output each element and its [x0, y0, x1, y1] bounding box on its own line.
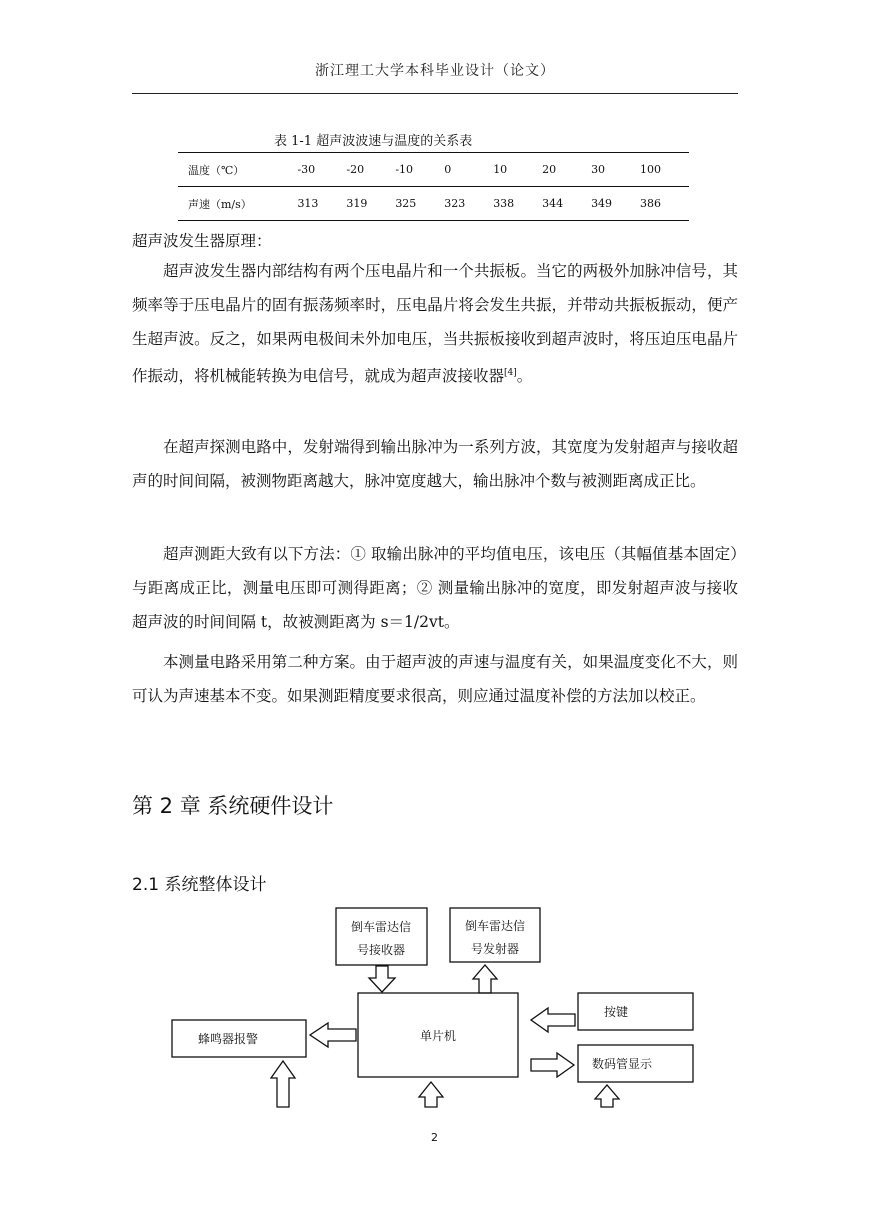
arrow-up-icon [595, 1085, 619, 1107]
mcu-label: 单片机 [419, 1029, 457, 1043]
row-label: 声速（m/s） [178, 187, 297, 221]
paragraph-end: 。 [516, 367, 533, 386]
display-block [578, 1045, 693, 1082]
page-number: 2 [431, 1131, 438, 1144]
key-label: 按键 [603, 1005, 629, 1019]
display-label: 数码管显示 [591, 1057, 653, 1071]
arrow-left-icon [531, 1008, 575, 1032]
row-label: 温度（℃） [178, 153, 297, 187]
transmitter-label-line1: 倒车雷达信 [464, 919, 526, 933]
arrow-up-icon [271, 1061, 295, 1107]
paragraph-scheme: 本测量电路采用第二种方案。由于超声波的声速与温度有关，如果温度变化不大，则可认为声速基本不变。如果测距精度要求很高，则应通过温度补偿的方法加以校正。 [132, 653, 738, 705]
table-cell: -20 [346, 153, 395, 187]
paragraph-detection: 在超声探测电路中，发射端得到输出脉冲为一系列方波，其宽度为发射超声与接收超声的时间间隔，被测物距离越大，脉冲宽度越大，输出脉冲个数与被测距离成正比。 [132, 438, 738, 490]
subheading-generator-principle: 超声波发生器原理： [132, 232, 272, 250]
buzzer-label: 蜂鸣器报警 [197, 1032, 259, 1046]
transmitter-label-line2: 号发射器 [470, 942, 520, 956]
arrow-up-icon [473, 965, 497, 993]
table-row-speed [178, 187, 689, 221]
table-caption: 表 1-1 超声波波速与温度的关系表 [274, 134, 473, 149]
page-header: 浙江理工大学本科毕业设计（论文） [315, 63, 555, 79]
citation-ref: [4] [504, 368, 517, 378]
table-cell: 10 [493, 153, 542, 187]
arrow-down-icon [369, 966, 395, 992]
table-cell: 325 [395, 187, 444, 221]
table-cell: -10 [395, 153, 444, 187]
table-cell: 349 [591, 187, 640, 221]
speed-temperature-table [178, 152, 689, 221]
table-cell: -30 [297, 153, 346, 187]
receiver-block [336, 908, 427, 965]
table-cell: 30 [591, 153, 640, 187]
table-cell: 100 [640, 153, 689, 187]
buzzer-block [172, 1020, 306, 1057]
arrow-up-icon [419, 1082, 443, 1107]
table-cell: 344 [542, 187, 591, 221]
receiver-label-line1: 倒车雷达信 [350, 920, 412, 934]
table-cell: 0 [444, 153, 493, 187]
transmitter-block [450, 908, 540, 962]
table-cell: 313 [297, 187, 346, 221]
table-cell: 338 [493, 187, 542, 221]
mcu-block [358, 993, 518, 1077]
receiver-label-line2: 号接收器 [356, 943, 406, 957]
table-cell: 20 [542, 153, 591, 187]
paragraph-generator [132, 254, 738, 393]
chapter-heading: 第 2 章 系统硬件设计 [132, 794, 334, 818]
table-cell: 323 [444, 187, 493, 221]
arrow-left-icon [310, 1023, 356, 1047]
table-cell: 319 [346, 187, 395, 221]
header-rule [132, 93, 738, 94]
section-heading: 2.1 系统整体设计 [132, 875, 267, 895]
key-block [578, 993, 693, 1030]
paragraph-text: 超声波发生器内部结构有两个压电晶片和一个共振板。当它的两极外加脉冲信号，其频率等于压电晶片的固有振荡频率时，压电晶片将会发生共振，并带动共振板振动，便产生超声波。反之，如果两电极间未外加电压，当共振板接收到超声波时，将压迫压电晶片作振动，将机械能转换为电信号，就成为超声波接收器 [132, 262, 738, 386]
table-cell: 386 [640, 187, 689, 221]
table-row-temperature [178, 153, 689, 187]
paragraph-methods: 超声测距大致有以下方法：① 取输出脉冲的平均值电压，该电压（其幅值基本固定）与距离成正比，测量电压即可测得距离；② 测量输出脉冲的宽度，即发射超声波与接收超声波的时间间隔 t，故被测距离为 s＝1/2vt。 [132, 545, 738, 631]
arrow-right-icon [531, 1053, 574, 1077]
